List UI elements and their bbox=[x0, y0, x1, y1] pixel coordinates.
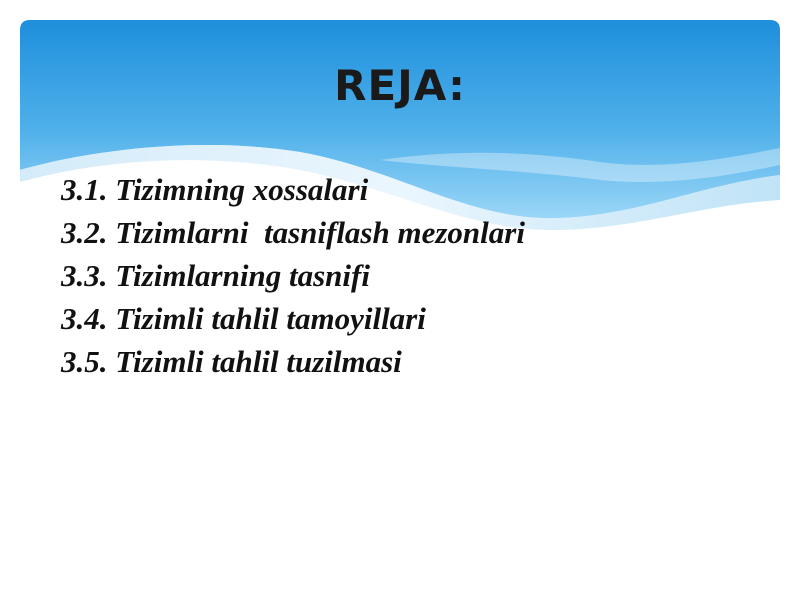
slide-title: REJA: bbox=[334, 61, 466, 110]
plan-item: 3.2. Tizimlarni tasniflash mezonlari bbox=[61, 215, 525, 250]
plan-list bbox=[61, 168, 525, 383]
plan-item: 3.3. Tizimlarning tasnifi bbox=[61, 258, 370, 293]
plan-item: 3.1. Tizimning xossalari bbox=[61, 172, 369, 207]
plan-item: 3.4. Tizimli tahlil tamoyillari bbox=[61, 301, 426, 336]
plan-item: 3.5. Tizimli tahlil tuzilmasi bbox=[61, 344, 402, 379]
